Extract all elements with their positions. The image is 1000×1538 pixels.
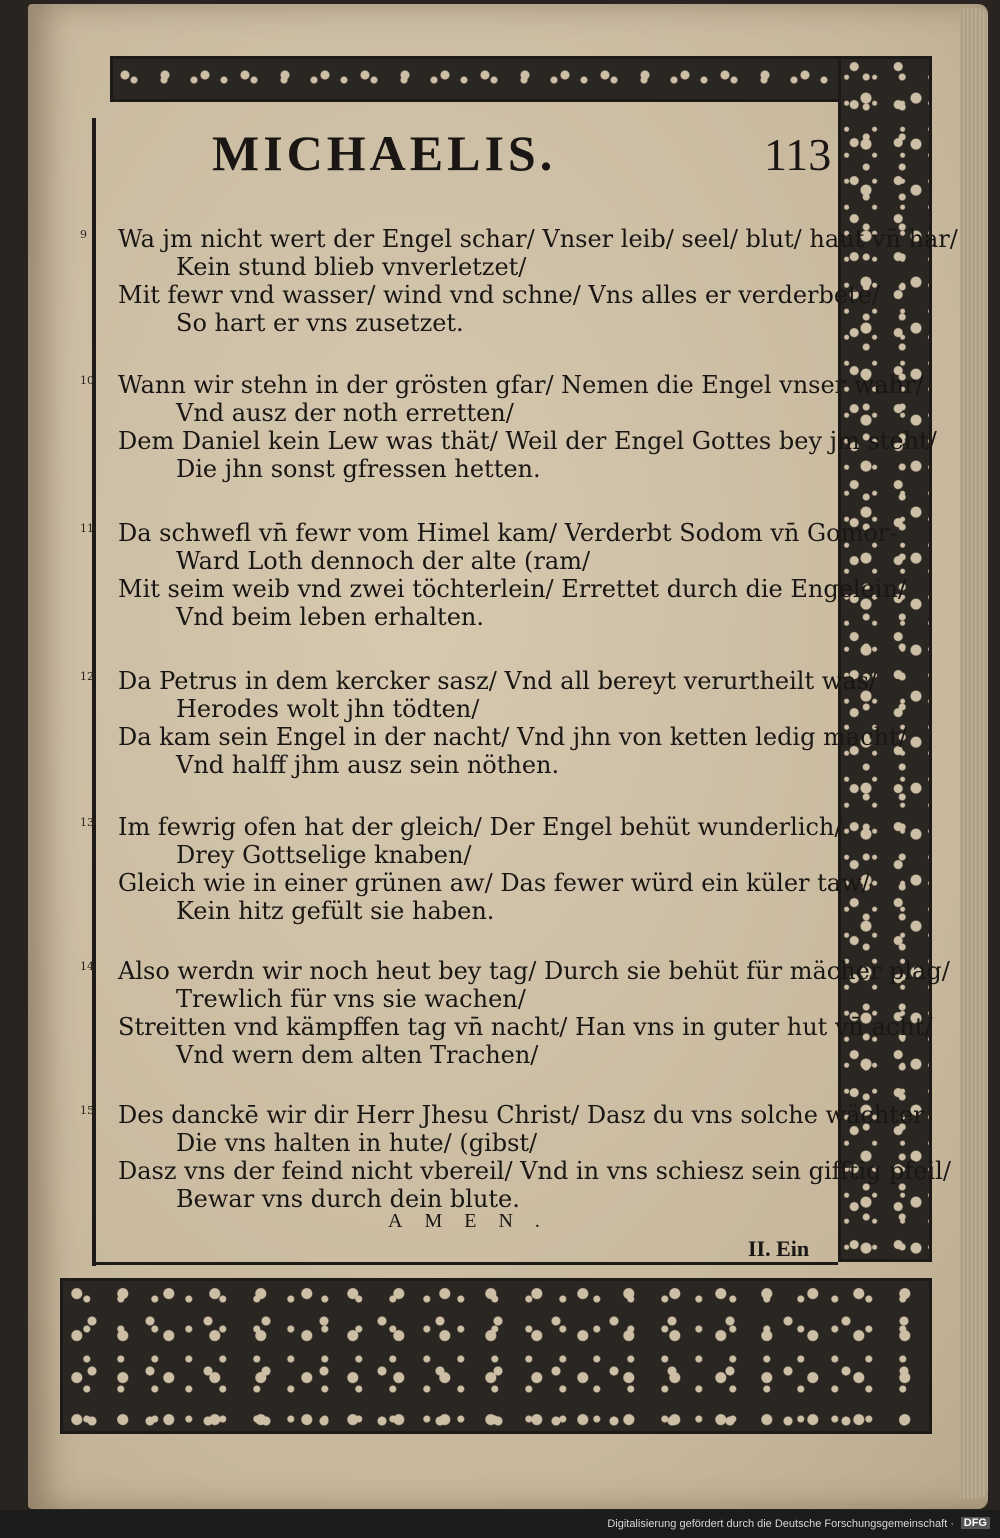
verse-number: 11 [80,522,94,535]
verse-line: Da kam sein Engel in der nacht/ Vnd jhn von ketten ledig macht/ [118,723,907,751]
page-title: MICHAELIS. [212,125,557,181]
verse-line: Die vns halten in hute/ (gibst/ [176,1129,538,1157]
verse-line: Trewlich für vns sie wachen/ [176,985,526,1013]
verse-line: Streitten vnd kämpffen tag vn̄ nacht/ Han vns in guter hut vn̄ acht/ [118,1013,933,1041]
verse-line: Drey Gottselige knaben/ [176,841,472,869]
verse-number: 13 [80,816,94,829]
verse-line: Mit fewr vnd wasser/ wind vnd schne/ Vns alles er verderbete/ [118,281,881,309]
verse-line: Vnd halff jhm ausz sein nöthen. [176,751,560,779]
footer-credit: Digitalisierung gefördert durch die Deutsche Forschungsgemeinschaft · [607,1518,954,1530]
verse-line: Wann wir stehn in der grösten gfar/ Nemen die Engel vnser wahr/ [118,371,924,399]
verse-line: Also werdn wir noch heut bey tag/ Durch sie behüt für mächer plag/ [118,957,950,985]
page-edge [960,8,988,1498]
verse-line: Kein stund blieb vnverletzet/ [176,253,527,281]
verse-line: Dem Daniel kein Lew was thät/ Weil der Engel Gottes bey jm steht/ [118,427,937,455]
verse-number: 15 [80,1104,94,1117]
verse-line: Da schwefl vn̄ fewr vom Himel kam/ Verderbt Sodom vn̄ Gomor- [118,519,898,547]
verse-number: 9 [80,228,87,241]
verse-line: So hart er vns zusetzet. [176,309,464,337]
ornamental-border-top [110,56,841,102]
verse-number: 10 [80,374,94,387]
verse-line: Dasz vns der feind nicht vbereil/ Vnd in vns schiesz sein gifftig pfeil/ [118,1157,951,1185]
catchword: II. Ein [748,1236,810,1261]
verse-line: Im fewrig ofen hat der gleich/ Der Engel behüt wunderlich/ [118,813,843,841]
bottom-rule [92,1262,838,1265]
verse-line: Des danckē wir dir Herr Jhesu Christ/ Dasz du vns solche wächter [118,1101,925,1129]
verse-line: Herodes wolt jhn tödten/ [176,695,480,723]
verse-line: Da Petrus in dem kercker sasz/ Vnd all bereyt verurtheilt was/ [118,667,877,695]
dfg-logo: DFG [961,1517,990,1529]
verse-line: Gleich wie in einer grünen aw/ Das fewer würd ein küler taw/ [118,869,870,897]
ornamental-border-bottom [60,1278,932,1434]
verse-line: Kein hitz gefült sie haben. [176,897,495,925]
folio-number: 113 [764,129,832,180]
verse-line: Die jhn sonst gfressen hetten. [176,455,541,483]
verse-number: 12 [80,670,94,683]
verse-line: Mit seim weib vnd zwei töchterlein/ Errettet durch die Engelein/ [118,575,907,603]
left-rule [92,118,96,1266]
footer-bar [0,1510,1000,1538]
verse-line: Vnd beim leben erhalten. [176,603,484,631]
verse-line: Vnd wern dem alten Trachen/ [176,1041,539,1069]
verse-line: Wa jm nicht wert der Engel schar/ Vnser leib/ seel/ blut/ haut vn̄ har/ [118,225,958,253]
verse-line: Ward Loth dennoch der alte (ram/ [176,547,591,575]
amen-line: AMEN. [388,1210,562,1232]
verse-line: Bewar vns durch dein blute. [176,1185,520,1213]
verse-line: Vnd ausz der noth erretten/ [176,399,514,427]
verse-number: 14 [80,960,94,973]
